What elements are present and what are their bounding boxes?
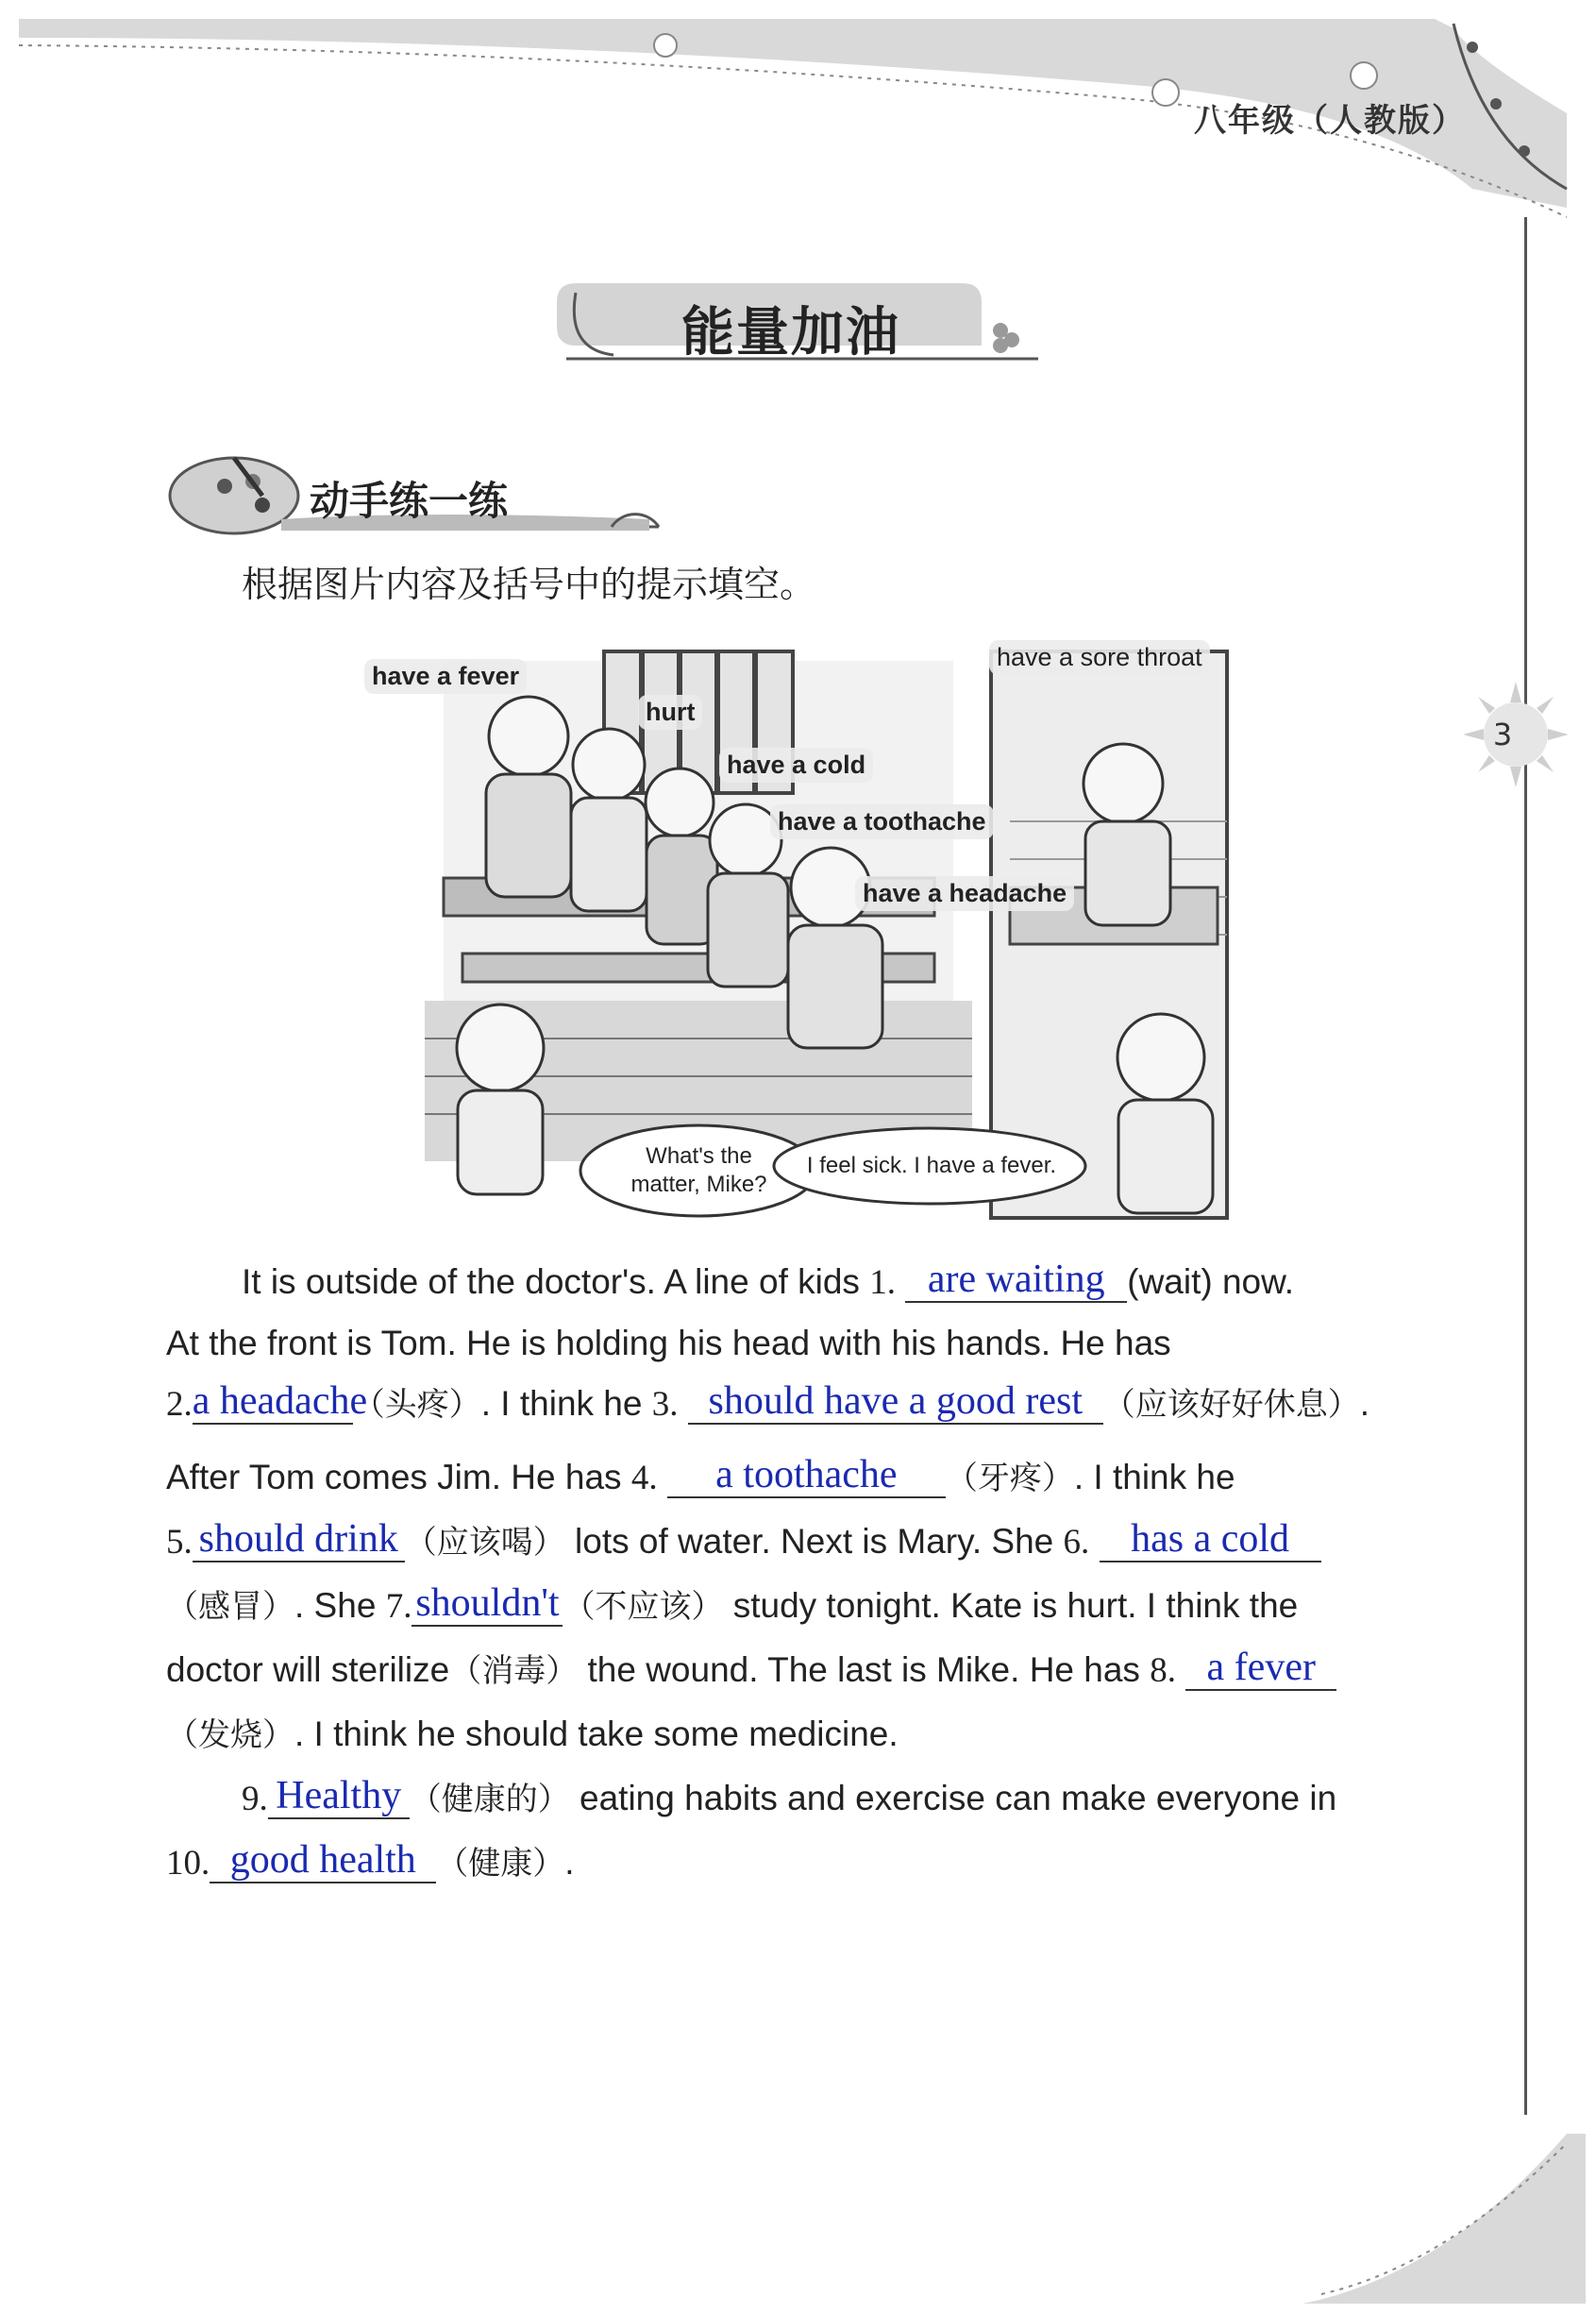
question-line-1: What's the — [646, 1143, 752, 1169]
exercise-line-8: （发烧）. I think he should take some medicine. — [166, 1714, 899, 1754]
answer-10: good health — [210, 1838, 436, 1883]
doctor-waiting-room-illustration — [372, 642, 1246, 1235]
exercise-line-2: At the front is Tom. He is holding his head with his hands. He has — [166, 1324, 1171, 1362]
exercise-line-4: After Tom comes Jim. He has 4. a toothache （牙疼）. I think he — [166, 1453, 1235, 1497]
answer-8: a fever — [1185, 1646, 1336, 1691]
exercise-line-10: 10. good health （健康）. — [166, 1838, 575, 1883]
answer-2: a headache — [192, 1379, 368, 1423]
exercise-line-9: 9. Healthy （健康的） eating habits and exercise can make everyone in — [242, 1774, 1337, 1818]
answer-9: Healthy — [268, 1774, 410, 1819]
answer-5: should drink — [193, 1517, 405, 1562]
label-have-a-cold: have a cold — [719, 748, 873, 783]
exercise-line-7: doctor will sterilize（消毒） the wound. The last is Mike. He has 8. a fever — [166, 1645, 1431, 1691]
clover-icon — [993, 323, 1019, 353]
exercise-line-1: It is outside of the doctor's. A line of kids 1. are waiting (wait) now. — [242, 1258, 1295, 1302]
answer-4: a toothache — [667, 1453, 946, 1498]
answer-3: should have a good rest — [688, 1379, 1103, 1425]
question-line-2: matter, Mike? — [630, 1172, 767, 1197]
section-heading: 动手练一练 — [310, 478, 509, 524]
answer-6: has a cold — [1100, 1517, 1321, 1562]
instruction-text: 根据图片内容及括号中的提示填空。 — [242, 564, 816, 605]
speech-bubble-answer: I feel sick. I have a fever. — [806, 1153, 1057, 1178]
margin-rule — [1524, 217, 1527, 2115]
label-have-a-headache: have a headache — [855, 876, 1074, 911]
label-have-a-sore-throat: have a sore throat — [989, 640, 1210, 675]
label-hurt: hurt — [638, 695, 702, 730]
footer-decoration — [1302, 2105, 1586, 2304]
label-have-a-toothache: have a toothache — [770, 804, 994, 839]
grade-label: 八年级（人教版） — [1194, 102, 1466, 140]
answer-7: shouldn't — [412, 1581, 563, 1627]
label-have-a-fever: have a fever — [364, 659, 527, 694]
section-banner-title: 能量加油 — [681, 302, 900, 363]
cartoon-scene-image — [406, 642, 1246, 1235]
exercise-line-6: （感冒）. She 7.shouldn't （不应该） study tonight. Kate is hurt. I think the — [166, 1581, 1299, 1626]
page-number: 3 — [1492, 717, 1513, 752]
answer-1: are waiting — [905, 1258, 1127, 1303]
exercise-line-3: 2.a headache（头疼）. I think he 3. should have a good rest （应该好好休息）. — [166, 1379, 1370, 1424]
exercise-line-5: 5. should drink （应该喝） lots of water. Next is Mary. She 6. has a cold — [166, 1516, 1431, 1562]
speech-bubble-question — [621, 1142, 777, 1199]
